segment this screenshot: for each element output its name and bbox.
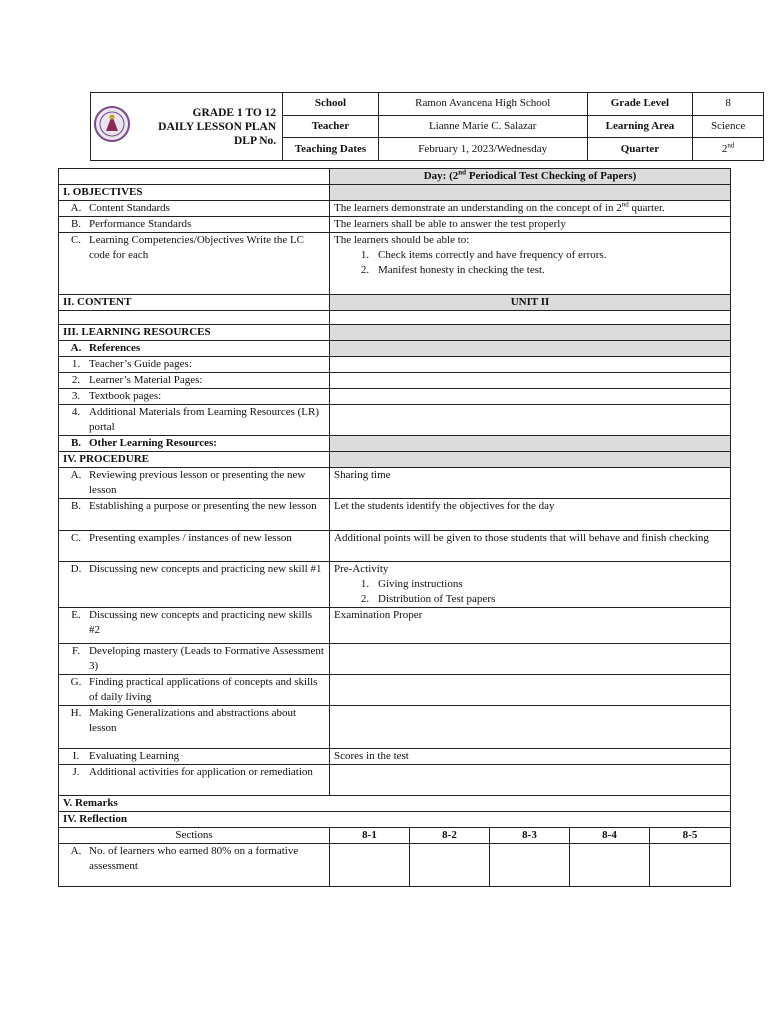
procedure-value bbox=[330, 562, 731, 608]
reflection-cell bbox=[650, 844, 731, 887]
performance-standards-label: B. Performance Standards bbox=[59, 217, 330, 233]
school-value: Ramon Avancena High School bbox=[378, 93, 587, 116]
objectives-heading-fill bbox=[330, 185, 731, 201]
content-standards-label: A. Content Standards bbox=[59, 201, 330, 217]
procedure-value: Scores in the test bbox=[330, 749, 731, 765]
teacher-label: Teacher bbox=[283, 115, 379, 138]
procedure-sub-item: 2. Distribution of Test papers bbox=[360, 593, 496, 605]
procedure-item: H. Making Generalizations and abstractions about lesson bbox=[59, 706, 330, 749]
procedure-item: J. Additional activities for application or remediation bbox=[59, 765, 330, 796]
content-blank-value bbox=[330, 311, 731, 325]
reflection-cell bbox=[570, 844, 650, 887]
objectives-heading: I. OBJECTIVES bbox=[59, 185, 330, 201]
section-header: 8-4 bbox=[570, 828, 650, 844]
resource-item: 1. Teacher’s Guide pages: bbox=[59, 357, 330, 373]
seal-icon bbox=[93, 95, 131, 153]
competency-item: 1. Check items correctly and have frequency of errors. bbox=[360, 249, 607, 261]
content-heading: II. CONTENT bbox=[59, 295, 330, 311]
procedure-item: I. Evaluating Learning bbox=[59, 749, 330, 765]
section-header: 8-1 bbox=[330, 828, 410, 844]
procedure-item: E. Discussing new concepts and practicing new skills #2 bbox=[59, 608, 330, 644]
procedure-value: Examination Proper bbox=[330, 608, 731, 644]
resource-value bbox=[330, 357, 731, 373]
procedure-item: G. Finding practical applications of concepts and skills of daily living bbox=[59, 675, 330, 706]
procedure-value: Sharing time bbox=[330, 468, 731, 499]
procedure-item: D. Discussing new concepts and practicing new skill #1 bbox=[59, 562, 330, 608]
title-line-1: GRADE 1 TO 12 bbox=[192, 106, 277, 119]
competencies-value bbox=[330, 233, 731, 295]
resource-item: 2. Learner’s Material Pages: bbox=[59, 373, 330, 389]
competencies-label: C. Learning Competencies/Objectives Write the LC code for each bbox=[59, 233, 330, 295]
reflection-cell bbox=[330, 844, 410, 887]
teaching-dates-label: Teaching Dates bbox=[283, 138, 379, 161]
lesson-plan-title bbox=[135, 93, 283, 161]
section-header: 8-3 bbox=[490, 828, 570, 844]
day-blank-cell bbox=[59, 169, 330, 185]
procedure-value bbox=[330, 706, 731, 749]
grade-level-label: Grade Level bbox=[587, 93, 693, 116]
remarks-heading: V. Remarks bbox=[59, 796, 731, 812]
resource-value bbox=[330, 405, 731, 436]
resource-value bbox=[330, 389, 731, 405]
sections-label: Sections bbox=[59, 828, 330, 844]
pre-activity: Pre-Activity bbox=[334, 563, 389, 575]
procedure-value bbox=[330, 675, 731, 706]
other-resources-fill bbox=[330, 436, 731, 452]
quarter-value bbox=[693, 138, 764, 161]
reflection-row-a-label: A. No. of learners who earned 80% on a formative assessment bbox=[59, 844, 330, 887]
content-value: UNIT II bbox=[330, 295, 731, 311]
content-standards-value: The learners demonstrate an understanding on the concept of in 2nd quarter. bbox=[330, 201, 731, 217]
references-fill bbox=[330, 341, 731, 357]
reflection-heading: IV. Reflection bbox=[59, 812, 731, 828]
reflection-cell bbox=[410, 844, 490, 887]
competency-item: 2. Manifest honesty in checking the test. bbox=[360, 264, 545, 276]
procedure-item: C. Presenting examples / instances of new lesson bbox=[59, 531, 330, 562]
section-header: 8-2 bbox=[410, 828, 490, 844]
competencies-intro: The learners should be able to: bbox=[334, 234, 470, 246]
procedure-heading-fill bbox=[330, 452, 731, 468]
quarter-suffix: nd bbox=[727, 141, 735, 149]
title-line-3: DLP No. bbox=[233, 134, 277, 147]
reflection-cell bbox=[490, 844, 570, 887]
teaching-dates-value: February 1, 2023/Wednesday bbox=[378, 138, 587, 161]
quarter-label: Quarter bbox=[587, 138, 693, 161]
resources-heading-fill bbox=[330, 325, 731, 341]
section-header: 8-5 bbox=[650, 828, 731, 844]
references-label: A. References bbox=[59, 341, 330, 357]
resource-item: 3. Textbook pages: bbox=[59, 389, 330, 405]
procedure-item: F. Developing mastery (Leads to Formative Assessment 3) bbox=[59, 644, 330, 675]
deped-seal bbox=[91, 93, 135, 161]
quarter-number: 2 bbox=[721, 142, 728, 155]
header-table bbox=[90, 92, 764, 161]
other-resources-label: B. Other Learning Resources: bbox=[59, 436, 330, 452]
learning-area-label: Learning Area bbox=[587, 115, 693, 138]
procedure-value bbox=[330, 765, 731, 796]
procedure-value: Additional points will be given to those students that will behave and finish checking bbox=[330, 531, 731, 562]
resource-item: 4. Additional Materials from Learning Resources (LR) portal bbox=[59, 405, 330, 436]
grade-level-value: 8 bbox=[693, 93, 764, 116]
procedure-heading: IV. PROCEDURE bbox=[59, 452, 330, 468]
school-label: School bbox=[283, 93, 379, 116]
performance-standards-value: The learners shall be able to answer the test properly bbox=[330, 217, 731, 233]
lesson-plan-table bbox=[58, 168, 731, 887]
teacher-value: Lianne Marie C. Salazar bbox=[378, 115, 587, 138]
procedure-value: Let the students identify the objectives for the day bbox=[330, 499, 731, 531]
learning-area-value: Science bbox=[693, 115, 764, 138]
procedure-item: A. Reviewing previous lesson or presenting the new lesson bbox=[59, 468, 330, 499]
procedure-sub-item: 1. Giving instructions bbox=[360, 578, 463, 590]
procedure-item: B. Establishing a purpose or presenting the new lesson bbox=[59, 499, 330, 531]
content-blank bbox=[59, 311, 330, 325]
day-heading: Day: (2nd Periodical Test Checking of Papers) bbox=[330, 169, 731, 185]
procedure-value bbox=[330, 644, 731, 675]
resources-heading: III. LEARNING RESOURCES bbox=[59, 325, 330, 341]
title-line-2: DAILY LESSON PLAN bbox=[158, 120, 277, 133]
resource-value bbox=[330, 373, 731, 389]
